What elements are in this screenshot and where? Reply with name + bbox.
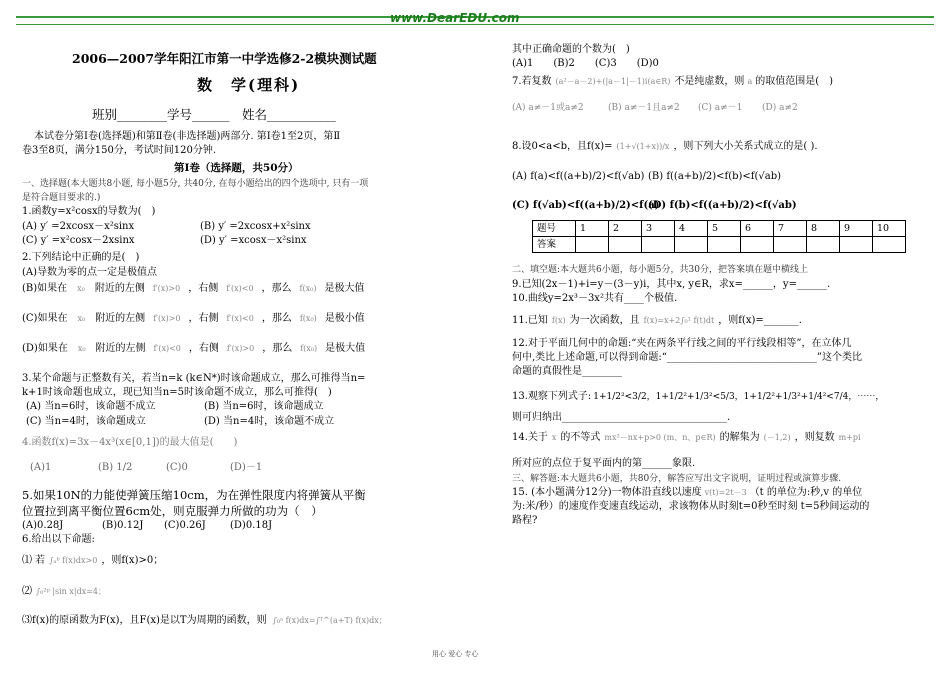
q3-option-c: (C) 当n=4时，该命题成立 <box>26 416 146 427</box>
q6-answer-prompt: 其中正确命题的个数为( ) <box>512 44 630 55</box>
q3-option-d: (D) 当n=4时，该命题不成立 <box>204 416 335 427</box>
q1-option-c: (C) y′ =x²cosx－2xsinx <box>22 235 135 246</box>
answer-cell[interactable] <box>873 237 906 253</box>
question-3-cont: k+1时该命题也成立，现已知当n=5时该命题不成立，那么可推得( ) <box>22 387 332 398</box>
question-6: 6.给出以下命题: <box>22 534 95 545</box>
table-header-cell: 6 <box>741 221 774 237</box>
answer-cell[interactable] <box>741 237 774 253</box>
answer-table-answer-row <box>533 237 906 253</box>
q4-option-d: (D)－1 <box>230 462 263 473</box>
subject-title: 数 学(理科) <box>197 76 301 94</box>
q6-options: (A)1 (B)2 (C)3 (D)0 <box>512 58 659 69</box>
answer-row-label: 答案 <box>533 237 576 253</box>
student-info-line: 班别________学号______ 姓名___________ <box>92 107 336 122</box>
table-header-cell: 5 <box>708 221 741 237</box>
answer-cell[interactable] <box>576 237 609 253</box>
q5-option-c: (C)0.26J <box>164 520 206 531</box>
question-8: 8.设0<a<b，且f(x)= (1+√(1+x))/x ，则下列大小关系式成立的是( ). <box>512 141 818 152</box>
question-12-cont: 何中,类比上述命题,可以得到命题:“______________________________”这个类比 <box>512 352 862 363</box>
question-12-cont-2: 命题的真假性是________ <box>512 366 622 377</box>
q3-option-a: (A) 当n=6时，该命题不成立 <box>26 401 156 412</box>
table-header-cell: 7 <box>774 221 807 237</box>
answer-table <box>532 220 906 253</box>
question-4: 4.函数f(x)=3x－4x³(x∈[0,1])的最大值是( ) <box>22 437 238 448</box>
table-header-cell: 1 <box>576 221 609 237</box>
answer-table-wrap <box>532 220 906 253</box>
q1-option-d: (D) y′ =xcosx－x²sinx <box>200 235 307 246</box>
table-header-cell: 10 <box>873 221 906 237</box>
section-2-heading: 二、填空题:本大题共6小题，每小题5分，共30分，把答案填在题中横线上 <box>512 265 808 275</box>
q1-option-b: (B) y′ =2xcosx+x²sinx <box>200 221 311 232</box>
answer-cell[interactable] <box>609 237 642 253</box>
q2-option-a: (A)导数为零的点一定是极值点 <box>22 267 158 278</box>
question-7: 7.若复数 (a²－a－2)+(|a－1|－1)i(a∈R) 不是纯虚数，则 a 的取值范围是( ) <box>512 76 834 87</box>
question-5-cont: 位置拉到离平衡位置6cm处，则克服弹力所做的功为（ ） <box>22 504 323 518</box>
q8-option-b: (B) f((a+b)/2)<f(b)<f(√ab) <box>648 171 782 182</box>
table-header-cell: 8 <box>807 221 840 237</box>
page-header <box>0 0 950 32</box>
section-3-heading: 三、解答题:本大题共6小题，共80分，解答应写出文字说明，证明过程或演算步骤. <box>512 474 842 484</box>
q2-option-b: (B)如果在 x₀ 附近的左侧 f′(x)>0 ，右侧 f′(x)<0 ，那么 f(x₀) 是极大值 <box>22 283 365 294</box>
intro-line-2: 卷3至8页，满分150分，考试时间120分钟. <box>22 145 217 156</box>
q6-statement-3: ⑶f(x)的原函数为F(x)，且F(x)是以T为周期的函数，则 ∫₀ᵃ f(x)dx=∫ᵀ^(a+T) f(x)dx； <box>22 615 387 626</box>
question-15-cont-2: 路程? <box>512 515 538 526</box>
table-header-cell: 2 <box>609 221 642 237</box>
answer-cell[interactable] <box>675 237 708 253</box>
table-header-cell: 4 <box>675 221 708 237</box>
answer-table-header-row <box>533 221 906 237</box>
table-header-cell: 9 <box>840 221 873 237</box>
section-1-instructions: 一、选择题(本大题共8小题, 每小题5分, 共40分, 在每小题给出的四个选项中, 只有一项 <box>22 179 369 189</box>
question-14: 14.关于 x 的不等式 mx²－nx+p>0 (m、n、p∈R) 的解集为 (－1,2) ，则复数 m+pi <box>512 432 861 443</box>
section-1-heading: 第Ⅰ卷（选择题，共50分） <box>174 162 299 174</box>
q5-option-d: (D)0.18J <box>230 520 273 531</box>
q2-option-d: (D)如果在 x₀ 附近的左侧 f′(x)<0 ，右侧 f′(x)>0 ，那么 f(x₀) 是极大值 <box>22 343 366 354</box>
question-9: 9.已知(2x－1)+i=y－(3－y)i，其中x, y∈R，求x=______，y=______. <box>512 279 831 290</box>
q8-option-d: (D) f(b)<f((a+b)/2)<f(√ab) <box>648 200 797 211</box>
table-header-cell: 3 <box>642 221 675 237</box>
q7-option-c: (C) a≠－1 <box>698 103 743 113</box>
question-14-cont: 所对应的点位于复平面内的第______象限. <box>512 458 696 469</box>
page-footer: 用心 爱心 专心 <box>432 650 479 658</box>
q7-option-a: (A) a≠－1或a≠2 <box>512 103 584 113</box>
table-header-cell: 题号 <box>533 221 576 237</box>
question-3: 3.某个命题与正整数有关，若当n=k (k∈N*)时该命题成立，那么可推得当n= <box>22 373 366 384</box>
answer-cell[interactable] <box>708 237 741 253</box>
q8-option-a: (A) f(a)<f((a+b)/2)<f(√ab) <box>512 171 645 182</box>
q5-option-a: (A)0.28J <box>22 520 64 531</box>
q5-option-b: (B)0.12J <box>102 520 144 531</box>
question-12: 12.对于平面几何中的命题:“夹在两条平行线之间的平行线段相等”，在立体几 <box>512 338 852 349</box>
answer-cell[interactable] <box>840 237 873 253</box>
q1-option-a: (A) y′ =2xcosx－x²sinx <box>22 221 135 232</box>
section-1-instructions-2: 是符合题目要求的.) <box>22 193 101 203</box>
q7-option-b: (B) a≠－1且a≠2 <box>608 103 680 113</box>
site-logo: www.DearEDU.com <box>390 11 520 25</box>
question-15-cont: 为:米/秒）的速度作变速直线运动，求该物体从时刻t=0秒至时刻 t=5秒间运动的 <box>512 501 870 512</box>
q3-option-b: (B) 当n=6时，该命题成立 <box>204 401 324 412</box>
question-2: 2.下列结论中正确的是( ) <box>22 252 140 263</box>
q6-statement-1: ⑴ 若 ∫ₐᵇ f(x)dx>0 ，则f(x)>0； <box>22 555 164 566</box>
question-1: 1.函数y=x²cosx的导数为( ) <box>22 206 156 217</box>
q8-option-c: (C) f(√ab)<f((a+b)/2)<f(a) <box>512 200 660 211</box>
q7-option-d: (D) a≠2 <box>762 103 798 113</box>
answer-cell[interactable] <box>642 237 675 253</box>
q2-option-c: (C)如果在 x₀ 附近的左侧 f′(x)>0 ，右侧 f′(x)<0 ，那么 f(x₀) 是极小值 <box>22 313 365 324</box>
q4-option-c: (C)0 <box>166 462 188 473</box>
answer-cell[interactable] <box>807 237 840 253</box>
q4-option-a: (A)1 <box>30 462 52 473</box>
question-10: 10.曲线y=2x³－3x²共有____个极值. <box>512 293 678 304</box>
question-13-cont: 则可归纳出_________________________________. <box>512 412 731 423</box>
question-13: 13.观察下列式子: 1+1/2²<3/2，1+1/2²+1/3²<5/3，1+1/2²+1/3²+1/4²<7/4，⋯⋯， <box>512 391 885 402</box>
question-5: 5.如果10N的力能使弹簧压缩10cm，为在弹性限度内将弹簧从平衡 <box>22 488 366 502</box>
intro-line-1: 本试卷分第Ⅰ卷(选择题)和第Ⅱ卷(非选择题)两部分. 第Ⅰ卷1至2页，第Ⅱ <box>34 131 341 142</box>
q6-statement-2: ⑵ ∫₀²ᵖ |sin x|dx=4； <box>22 586 107 597</box>
question-11: 11.已知 f(x) 为一次函数，且 f(x)=x+2∫₀¹ f(t)dt ，则f(x)=_______. <box>512 315 802 326</box>
answer-cell[interactable] <box>774 237 807 253</box>
question-15: 15. (本小题满分12分)一物体沿直线以速度 v(t)=2t－3 （t 的单位为:秒,v 的单位 <box>512 487 863 498</box>
exam-title: 2006—2007学年阳江市第一中学选修2-2模块测试题 <box>72 51 377 66</box>
q4-option-b: (B) 1/2 <box>98 462 133 473</box>
